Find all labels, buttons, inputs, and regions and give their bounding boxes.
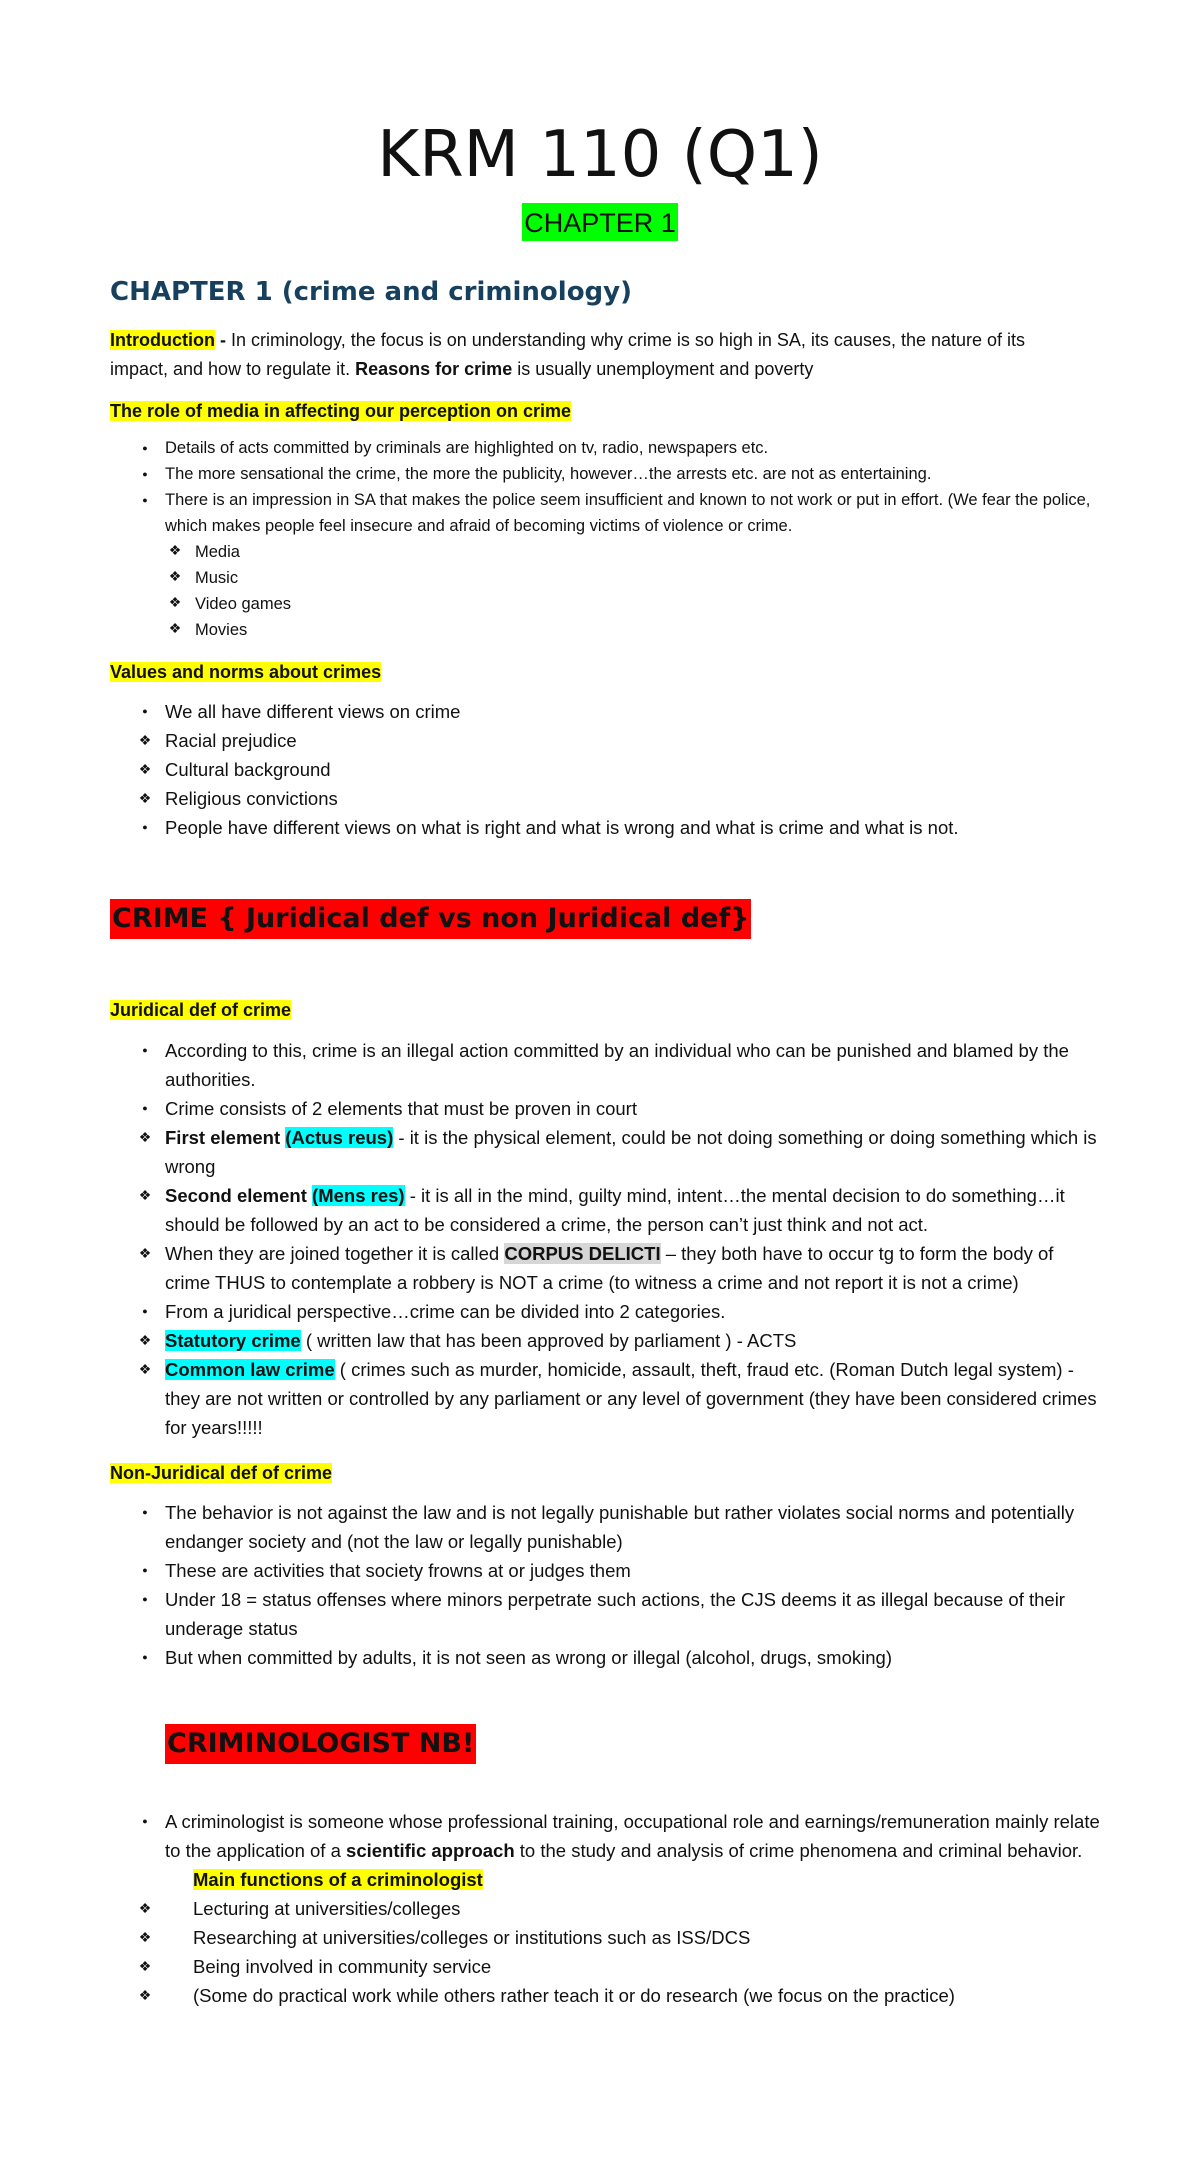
diamond-bullet-icon bbox=[165, 565, 185, 591]
media-list bbox=[110, 435, 1100, 643]
intro-paragraph: Introduction - In criminology, the focus is on understanding why crime is so high in SA, its causes, the nature of its impact, and how to regulate it. Reasons for crime is usually unemployment and poverty bbox=[110, 330, 1026, 379]
diamond-bullet-icon bbox=[135, 1123, 155, 1152]
chapter-badge: CHAPTER 1 bbox=[522, 203, 678, 241]
document-title: KRM 110 (Q1) bbox=[377, 118, 823, 192]
list-item: ❖ (Some do practical work while others rather teach it or do research (we focus on the practice) bbox=[110, 1981, 1100, 2010]
list-item: ● People have different views on what is right and what is wrong and what is crime and what is not. bbox=[110, 813, 1100, 842]
reasons-bold: Reasons for crime bbox=[355, 359, 513, 379]
bullet-icon bbox=[135, 813, 155, 844]
diamond-bullet-icon bbox=[165, 591, 185, 617]
media-sub-list bbox=[165, 539, 1100, 643]
diamond-bullet-icon bbox=[135, 726, 155, 755]
diamond-bullet-icon bbox=[135, 1181, 155, 1210]
diamond-bullet-icon bbox=[135, 1923, 155, 1952]
list-item: ● These are activities that society frowns at or judges them bbox=[110, 1556, 1100, 1585]
diamond-bullet-icon bbox=[135, 1952, 155, 1981]
list-item: ❖ Racial prejudice bbox=[110, 726, 1100, 755]
bullet-icon bbox=[135, 1585, 155, 1616]
list-item: ❖ Religious convictions bbox=[110, 784, 1100, 813]
criminologist-banner: CRIMINOLOGIST NB! bbox=[165, 1724, 476, 1764]
bullet-icon bbox=[135, 1643, 155, 1674]
bullet-icon bbox=[135, 1297, 155, 1328]
list-item: ❖ Movies bbox=[165, 617, 1100, 643]
functions-title: Main functions of a criminologist bbox=[193, 1869, 483, 1890]
list-item: ❖ Media bbox=[165, 539, 1100, 565]
list-item: ❖ Second element (Mens res) - it is all in the mind, guilty mind, intent…the mental decision to do something…it should be followed by an act to be considered a crime, the person can’t just think and not act. bbox=[110, 1181, 1100, 1239]
list-item: ● Details of acts committed by criminals are highlighted on tv, radio, newspapers etc. bbox=[110, 435, 1100, 461]
diamond-bullet-icon bbox=[165, 539, 185, 565]
list-item: ❖ Video games bbox=[165, 591, 1100, 617]
list-item: ● Crime consists of 2 elements that must be proven in court bbox=[110, 1094, 1100, 1123]
list-item: ● A criminologist is someone whose professional training, occupational role and earnings/remuneration mainly relate to the application of a scientific approach to the study and analysis of crime phenomena and criminal behavior. bbox=[110, 1807, 1100, 1865]
non-juridical-section-title: Non-Juridical def of crime bbox=[110, 1463, 333, 1483]
non-juridical-list bbox=[110, 1498, 1100, 1672]
bullet-icon bbox=[135, 1498, 155, 1529]
juridical-section-title: Juridical def of crime bbox=[110, 1000, 292, 1020]
values-section-title: Values and norms about crimes bbox=[110, 662, 382, 682]
list-item: ● Under 18 = status offenses where minors perpetrate such actions, the CJS deems it as illegal because of their underage status bbox=[110, 1585, 1100, 1643]
list-item: ❖ When they are joined together it is called CORPUS DELICTI – they both have to occur tg to form the body of crime THUS to contemplate a robbery is NOT a crime (to witness a crime and not report it is not a crime) bbox=[110, 1239, 1100, 1297]
bullet-icon bbox=[135, 1807, 155, 1838]
bullet-icon bbox=[135, 1556, 155, 1587]
intro-label: Introduction bbox=[110, 330, 215, 350]
list-item: ❖ Music bbox=[165, 565, 1100, 591]
juridical-list bbox=[110, 1036, 1100, 1442]
bullet-icon bbox=[135, 1094, 155, 1125]
diamond-bullet-icon bbox=[135, 784, 155, 813]
list-item: ❖ Researching at universities/colleges or institutions such as ISS/DCS bbox=[110, 1923, 1100, 1952]
values-list bbox=[110, 697, 1100, 842]
diamond-bullet-icon bbox=[135, 1239, 155, 1268]
list-item: ❖ Being involved in community service bbox=[110, 1952, 1100, 1981]
list-item: ❖ First element (Actus reus) - it is the physical element, could be not doing something or doing something which is wrong bbox=[110, 1123, 1100, 1181]
list-item: ● We all have different views on crime bbox=[110, 697, 1100, 726]
list-item: ● According to this, crime is an illegal action committed by an individual who can be punished and blamed by the authorities. bbox=[110, 1036, 1100, 1094]
chapter-heading: CHAPTER 1 (crime and criminology) bbox=[110, 277, 632, 307]
list-item: ● From a juridical perspective…crime can be divided into 2 categories. bbox=[110, 1297, 1100, 1326]
bullet-icon bbox=[135, 435, 155, 463]
list-item: ❖ Lecturing at universities/colleges bbox=[110, 1894, 1100, 1923]
diamond-bullet-icon bbox=[135, 1355, 155, 1384]
list-item: ● The more sensational the crime, the more the publicity, however…the arrests etc. are not as entertaining. bbox=[110, 461, 1100, 487]
bullet-icon bbox=[135, 461, 155, 489]
diamond-bullet-icon bbox=[135, 1894, 155, 1923]
diamond-bullet-icon bbox=[135, 1326, 155, 1355]
bullet-icon bbox=[135, 697, 155, 728]
bullet-icon bbox=[135, 487, 155, 515]
criminologist-list bbox=[110, 1807, 1100, 2010]
diamond-bullet-icon bbox=[165, 617, 185, 643]
diamond-bullet-icon bbox=[135, 1981, 155, 2010]
list-item: ● But when committed by adults, it is not seen as wrong or illegal (alcohol, drugs, smoking) bbox=[110, 1643, 1100, 1672]
list-item: ● The behavior is not against the law and is not legally punishable but rather violates social norms and potentially endanger society and (not the law or legally punishable) bbox=[110, 1498, 1100, 1556]
bullet-icon bbox=[135, 1036, 155, 1067]
list-item: ❖ Common law crime ( crimes such as murder, homicide, assault, theft, fraud etc. (Roman Dutch legal system) - they are not written or controlled by any parliament or any level of government (they have been considered crimes for years!!!!! bbox=[110, 1355, 1100, 1442]
list-item: ❖ Statutory crime ( written law that has been approved by parliament ) - ACTS bbox=[110, 1326, 1100, 1355]
crime-banner: CRIME { Juridical def vs non Juridical def} bbox=[110, 899, 751, 939]
list-item: ❖ Cultural background bbox=[110, 755, 1100, 784]
media-section-title: The role of media in affecting our perception on crime bbox=[110, 401, 572, 421]
list-item: ● There is an impression in SA that makes the police seem insufficient and known to not work or put in effort. (We fear the police, which makes people feel insecure and afraid of becoming victims of violence or crime. ❖ Media ❖ Music ❖ Video games ❖ Movies bbox=[110, 487, 1100, 643]
diamond-bullet-icon bbox=[135, 755, 155, 784]
